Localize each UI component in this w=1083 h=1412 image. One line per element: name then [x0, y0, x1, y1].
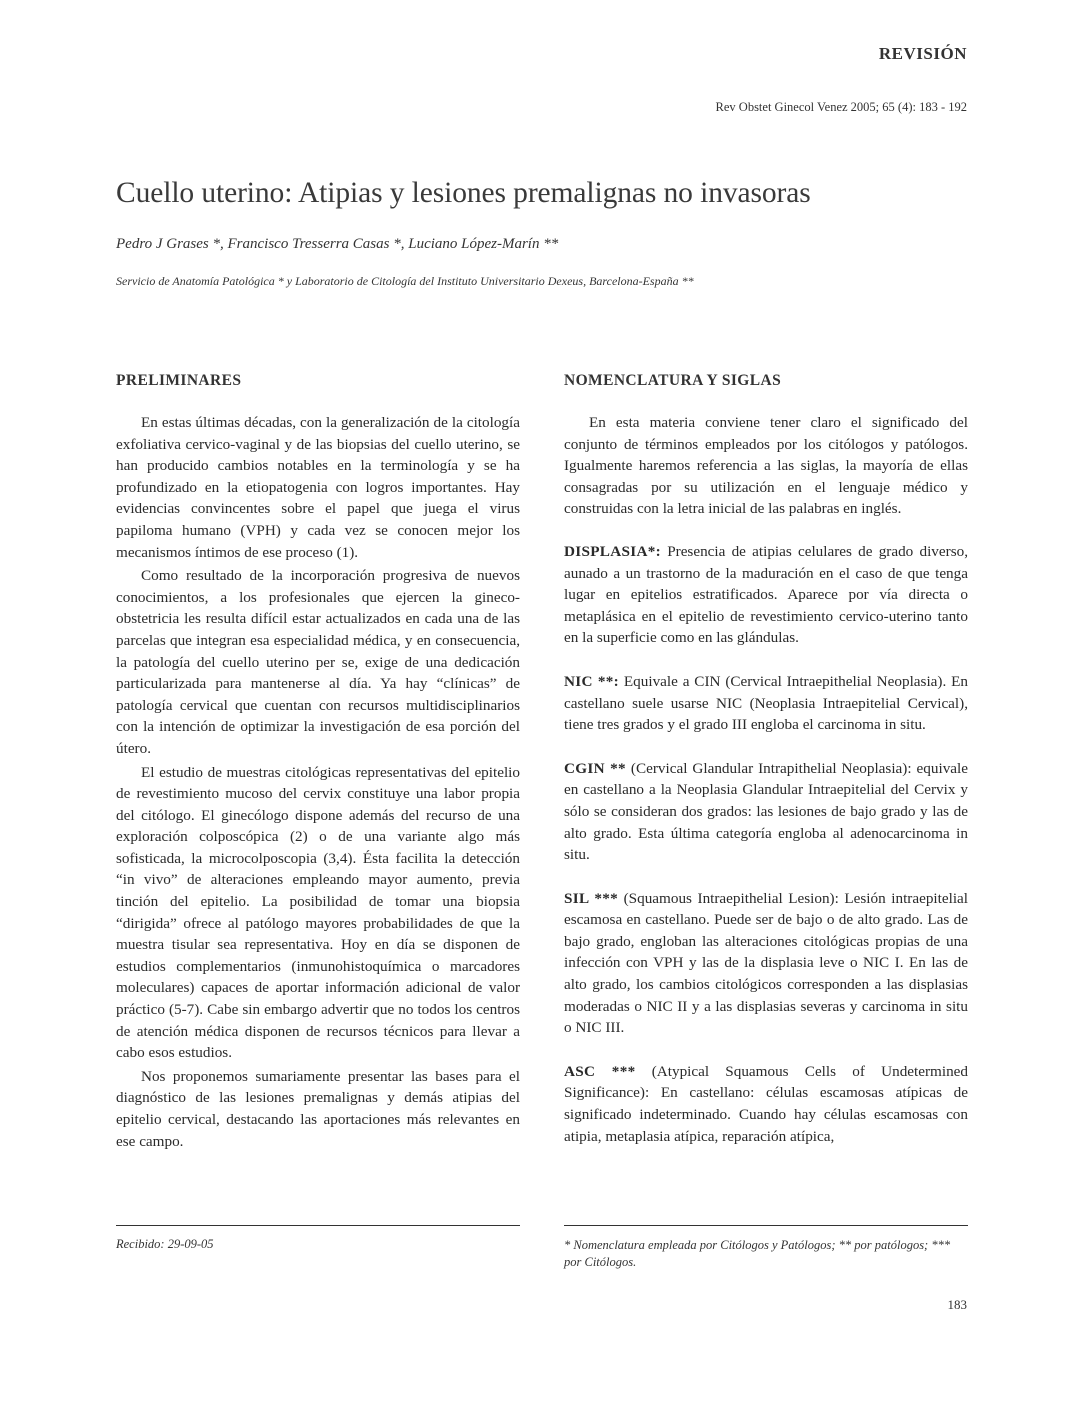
body-paragraph: En esta materia conviene tener claro el significado del conjunto de términos empleados por los citólogos y patólogos. Igualmente haremos referencia a las siglas, la mayoría de ellas consagradas por su utilización en el lenguaje médico y construidas con la letra inicial de las palabras en inglés. — [564, 414, 968, 518]
entry-text: (Cervical Glandular Intrapithelial Neoplasia): equivale en castellano a la Neoplasia Glandular Intraepitelial del Cervix y sólo se consideran dos grados: las lesiones de bajo grado y las de alto grado. Esta última categoría engloba al adenocarcinoma in situ. — [564, 759, 968, 864]
definition-entry — [564, 758, 968, 866]
body-paragraph: El estudio de muestras citológicas representativas del epitelio de revestimiento mucoso del cervix constituye una labor propia del citólogo. El ginecólogo dispone además del recurso de una exploración colposcópica (2) o de una variante algo más sofisticada, la microcolposcopia (3,4). Ésta facilita la detección “in vivo” de alteraciones empleando mayor aumento, previa tinción del epitelio. La posibilidad de tomar una biopsia “dirigida” ofrece al patólogo mayores probabilidades de que la muestra tisular sea representativa. Hoy en día se disponen de estudios complementarios (inmunohistoquímica o marcadores moleculares) capaces de aportar información adicional de valor práctico (5-7). Cabe sin embargo advertir que no todos los centros de atención médica disponen de recursos técnicos para llevar a cabo esos estudios. — [116, 763, 520, 1062]
footer-divider — [116, 1225, 520, 1226]
section-heading-preliminares: PRELIMINARES — [116, 372, 242, 389]
entry-term: DISPLASIA*: — [564, 542, 661, 560]
entry-term: NIC **: — [564, 672, 620, 690]
footer-divider — [564, 1225, 968, 1226]
journal-citation: Rev Obstet Ginecol Venez 2005; 65 (4): 183 - 192 — [715, 100, 967, 114]
entry-text: (Atypical Squamous Cells of Undetermined Significance): En castellano: células escamosas atípicas de significado indeterminado. Cuando hay células escamosas con atipia, metaplasia atípica, reparación atípica, — [564, 1062, 969, 1145]
article-title: Cuello uterino: Atipias y lesiones premalignas no invasoras — [116, 177, 811, 209]
authors-line: Pedro J Grases *, Francisco Tresserra Casas *, Luciano López-Marín ** — [116, 236, 559, 252]
right-column — [564, 372, 968, 1169]
left-column — [116, 372, 520, 1152]
entry-text: Equivale a CIN (Cervical Intraepithelial Neoplasia). En castellano suele usarse NIC (Neoplasia Intraepitelial Cervical), tiene tres grados y el grado III engloba el carcinoma in situ. — [564, 672, 968, 734]
received-date: Recibido: 29-09-05 — [116, 1237, 214, 1251]
entry-text: Presencia de atipias celulares de grado diverso, aunado a un trastorno de la maduración en el caso de que tenga lugar en epitelios estratificados. Aparece por vía directa o metaplásica en el epitelio de revestimiento cervico-uterino tanto en la superficie como en las glándulas. — [564, 542, 968, 647]
definition-entry — [564, 1061, 968, 1147]
entry-term: CGIN ** — [564, 759, 626, 777]
section-label: REVISIÓN — [878, 44, 967, 63]
definition-entry — [564, 541, 968, 649]
entry-text: (Squamous Intraepithelial Lesion): Lesión intraepitelial escamosa en castellano. Puede ser de bajo o de alto grado. Las de bajo grado, engloban las alteraciones citológicas propias de una infección con VPH y las de la displasia leve o NIC I. En las de alto grado, los cambios citológicos corresponden a las displasias moderadas o NIC II y a las displasias severas y carcinoma in situ o NIC III. — [564, 889, 969, 1037]
entry-term: SIL *** — [564, 889, 619, 907]
affiliation-line: Servicio de Anatomía Patológica * y Laboratorio de Citología del Instituto Universitario Dexeus, Barcelona-España ** — [116, 274, 694, 288]
definition-entry — [564, 671, 968, 736]
footnote: * Nomenclatura empleada por Citólogos y Patólogos; ** por patólogos; *** por Citólogos. — [564, 1238, 951, 1269]
entry-term: ASC *** — [564, 1062, 636, 1080]
definition-entry — [564, 888, 968, 1039]
page-number: 183 — [947, 1297, 967, 1312]
body-paragraph: Como resultado de la incorporación progresiva de nuevos conocimientos, a los profesionales que ejercen la gineco-obstetricia les resulta difícil estar actualizados en cada una de las parcelas que integran esa especialidad médica, y en consecuencia, la patología del cuello uterino per se, exige de una dedicación particularizada para mantenerse al día. Ya hay “clínicas” de patología cervical que cuentan con recursos multidisciplinarios con la intención de optimizar la investigación de esa porción del útero. — [116, 567, 520, 757]
body-paragraph: En estas últimas décadas, con la generalización de la citología exfoliativa cervico-vaginal y de las biopsias del cuello uterino, se han producido cambios notables en la terminología y se ha profundizado en la etiopatogenia con logros importantes. Hay evidencias convincentes sobre el papel que juega el virus papiloma humano (VPH) y cada vez se conocen mejor los mecanismos íntimos de ese proceso (1). — [116, 414, 520, 561]
section-heading-nomenclatura: NOMENCLATURA Y SIGLAS — [564, 372, 782, 389]
body-paragraph: Nos proponemos sumariamente presentar las bases para el diagnóstico de las lesiones premalignas y demás atipias del epitelio cervical, destacando las aportaciones más relevantes en ese campo. — [116, 1067, 520, 1150]
